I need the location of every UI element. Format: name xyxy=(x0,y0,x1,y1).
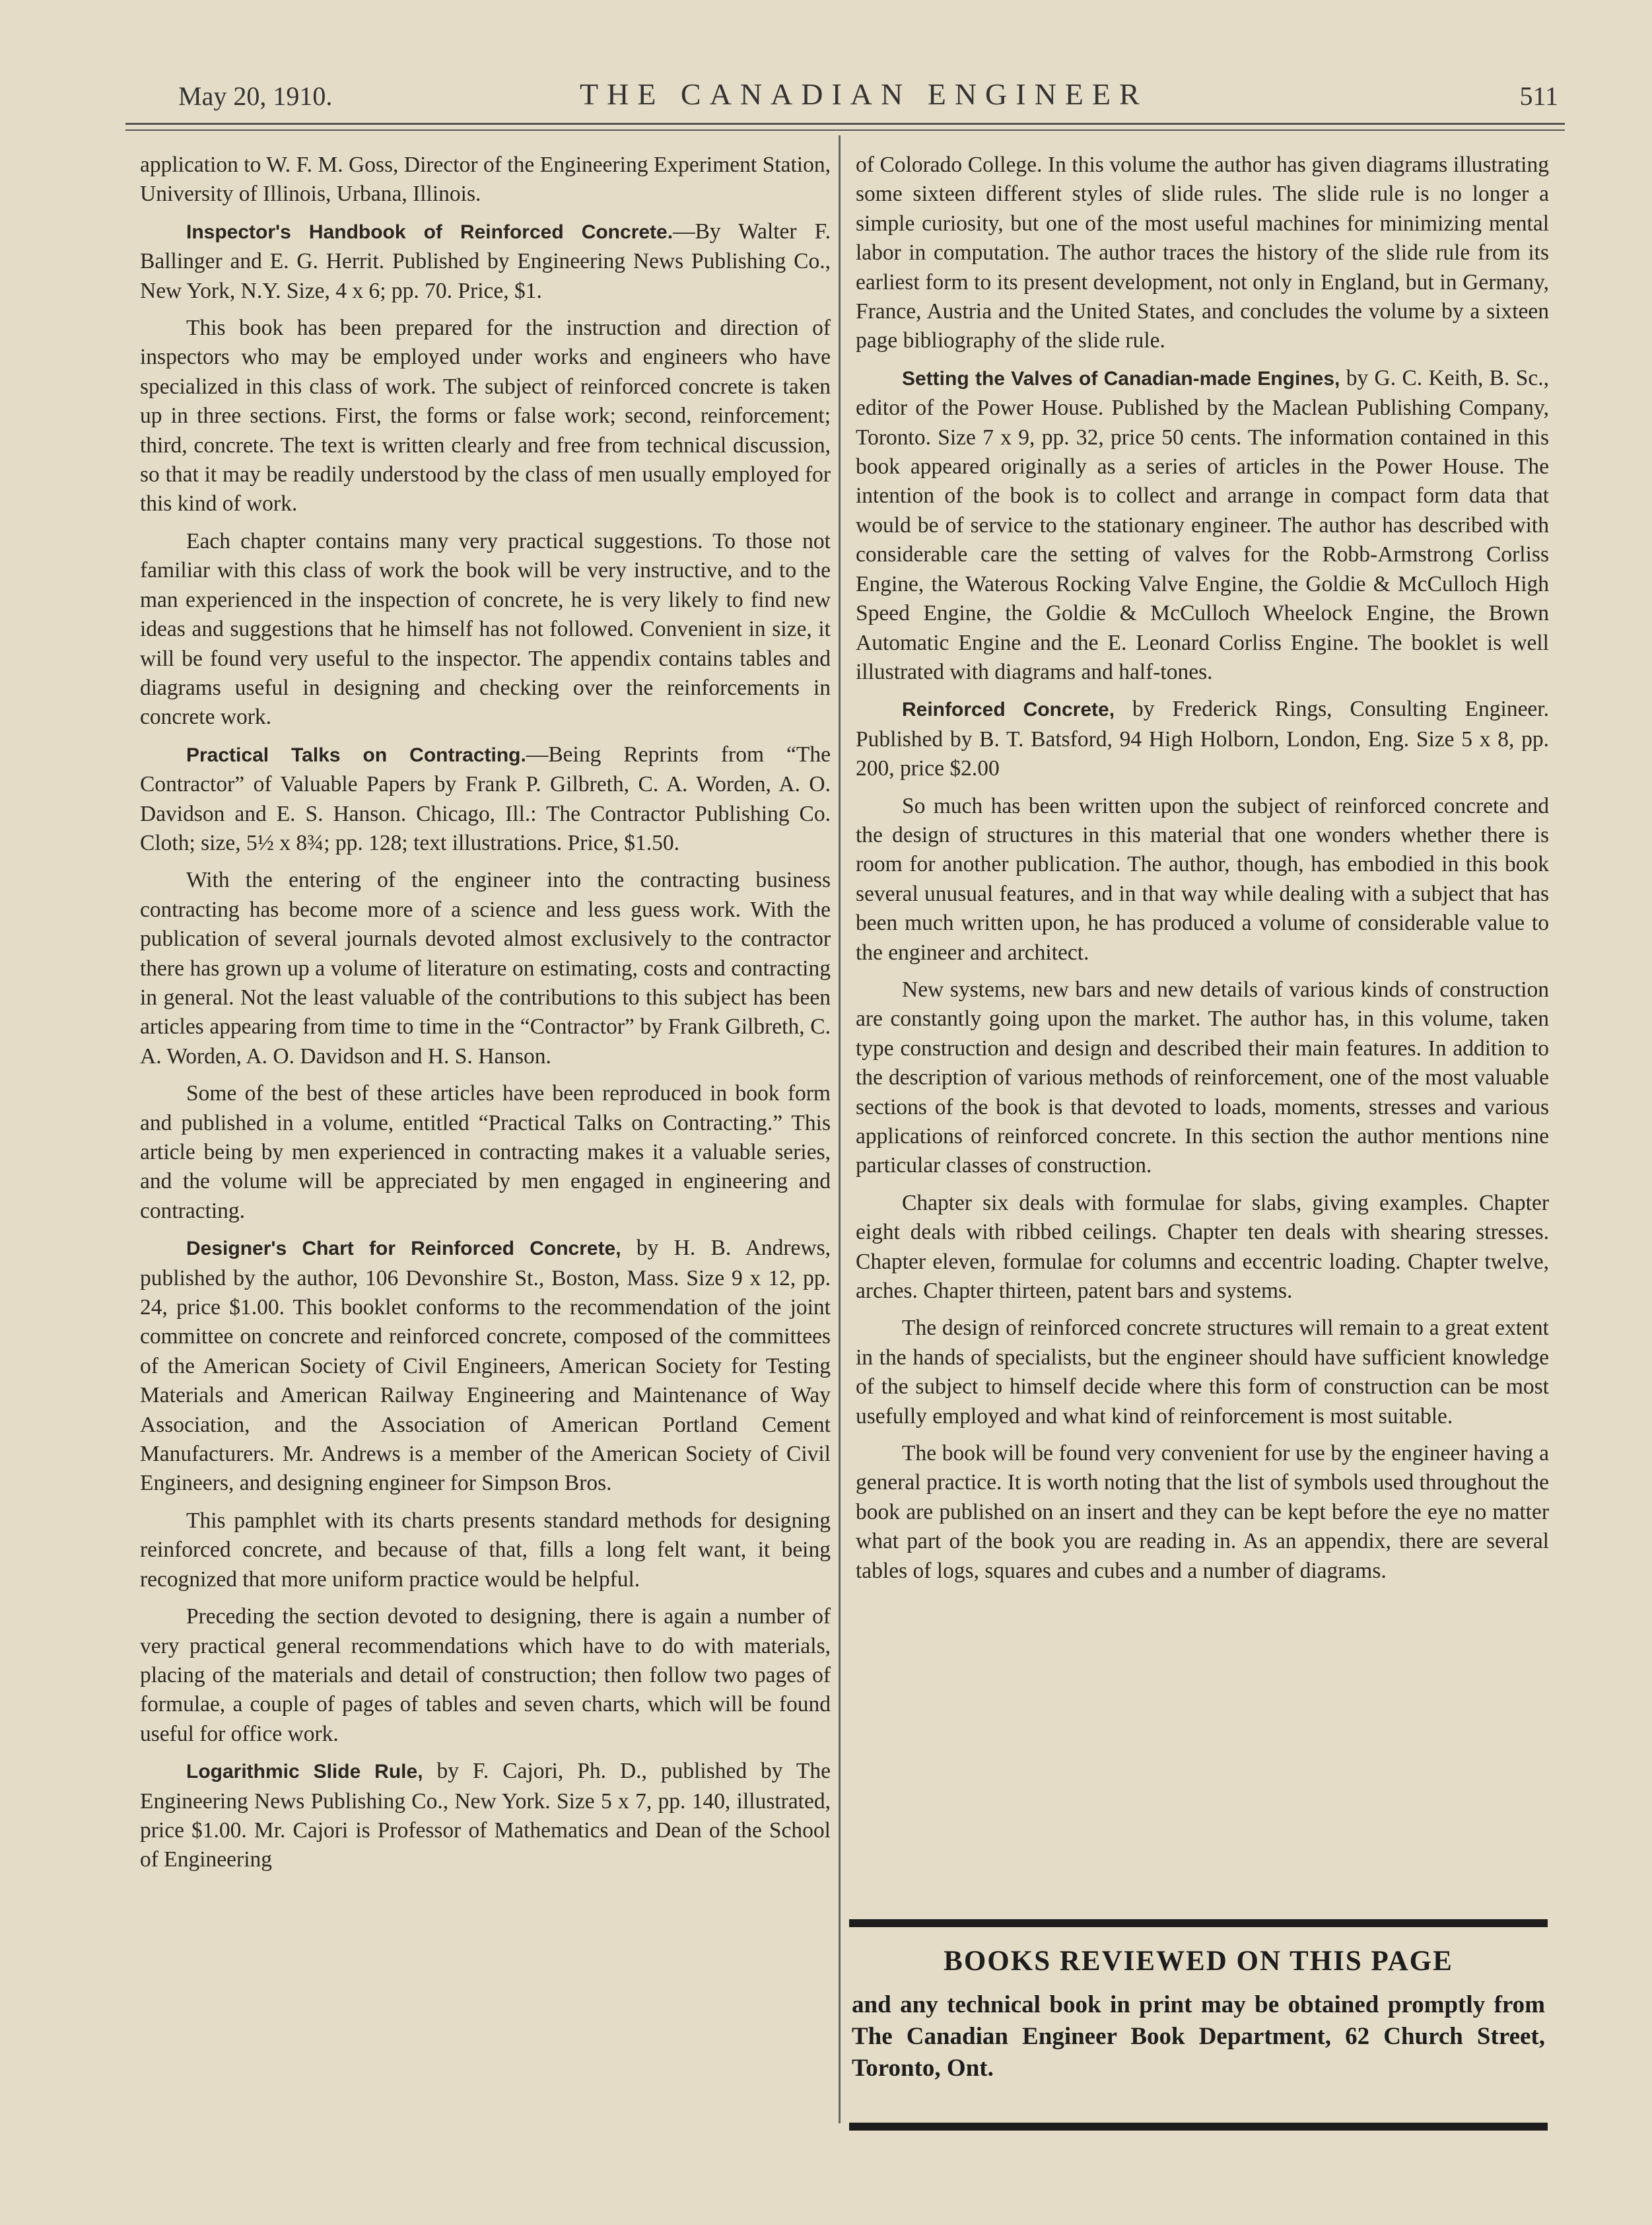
paragraph: The book will be found very convenient for use by the engineer having a general practice. It is worth noting that the list of symbols used throughout the book are published on an insert and they can be kept before the eye no matter what part of the book you are reading in. As an appendix, there are several tables of logs, squares and cubes and a number of diagrams. xyxy=(856,1441,1549,1583)
review-title: Inspector's Handbook of Reinforced Concrete. xyxy=(186,221,673,243)
review-entry xyxy=(140,217,831,306)
review-details: by Frederick Rings, Consulting Engineer. Published by B. T. Batsford, 94 High Holborn, London, Eng. Size 5 x 8, pp. 200, price $2.00 xyxy=(856,697,1549,781)
review-entry xyxy=(140,740,831,859)
review-entry xyxy=(140,1757,831,1875)
right-column xyxy=(856,151,1549,1594)
masthead: THE CANADIAN ENGINEER xyxy=(580,77,1148,111)
review-title: Setting the Valves of Canadian-made Engines, xyxy=(902,367,1340,390)
header-rule-top xyxy=(125,123,1565,125)
review-details: by G. C. Keith, B. Sc., editor of the Power House. Published by the Maclean Publishing Company, Toronto. Size 7 x 9, pp. 32, price 50 cents. The information contained in this book appeared originally as a series of articles in the Power House. The intention of the book is to collect and arrange in compact form data that would be of service to the stationary engineer. The author has described with considerable care the setting of valves for the Robb-Armstrong Corliss Engine, the Waterous Rocking Valve Engine, the Goldie & McCulloch High Speed Engine, the Goldie & McCulloch Wheelock Engine, the Brown Automatic Engine and the E. Leonard Corliss Engine. The booklet is well illustrated with diagrams and half-tones. xyxy=(856,365,1549,684)
notice-rule-bottom xyxy=(849,2123,1548,2131)
paragraph: With the entering of the engineer into the contracting business contracting has become more of a science and less guess work. With the publication of several journals devoted almost exclusively to the contractor there has grown up a volume of literature on estimating, costs and contracting in general. Not the least valuable of the contributions to this subject has been articles appearing from time to time in the “Contractor” by Frank Gilbreth, C. A. Worden, A. O. Davidson and H. S. Hanson. xyxy=(140,868,831,1069)
paragraph: New systems, new bars and new details of various kinds of construction are constantly going upon the market. The author has, in this volume, taken type construction and design and described their main features. In addition to the description of various methods of reinforcement, one of the most valuable sections of the book is that devoted to loads, moments, stresses and various applications of reinforced concrete. In this section the author mentions nine particular classes of construction. xyxy=(856,977,1549,1178)
notice-title: BOOKS REVIEWED ON THIS PAGE xyxy=(944,1946,1453,1977)
review-title: Logarithmic Slide Rule, xyxy=(186,1761,423,1783)
review-details: by F. Cajori, Ph. D., published by The Engineering News Publishing Co., New York. Size 5 x 7, pp. 140, illustrated, price $1.00. Mr. Cajori is Professor of Mathematics and Dean of the School of Engineering xyxy=(140,1759,831,1872)
notice-body: and any technical book in print may be obtained promptly from The Canadian Engineer Book Department, 62 Church Street, Toronto, Ont. xyxy=(852,1991,1545,2082)
review-title: Practical Talks on Contracting. xyxy=(186,744,526,766)
review-details: —By Walter F. Ballinger and E. G. Herrit. Published by Engineering News Publishing Co., New York, N.Y. Size, 4 x 6; pp. 70. Price, $1. xyxy=(140,219,831,303)
paragraph: Chapter six deals with formulae for slabs, giving examples. Chapter eight deals with ribbed ceilings. Chapter ten deals with shearing stresses. Chapter eleven, formulae for columns and eccentric loading. Chapter twelve, arches. Chapter thirteen, patent bars and systems. xyxy=(856,1190,1549,1304)
review-details: by H. B. Andrews, published by the author, 106 Devonshire St., Boston, Mass. Size 9 x 12, pp. 24, price $1.00. This booklet conforms to the recommendation of the joint committee on concrete and reinforced concrete, composed of the committees of the American Society of Civil Engineers, American Society for Testing Materials and American Railway Engineering and Maintenance of Way Association, and the Association of American Portland Cement Manufacturers. Mr. Andrews is a member of the American Society of Civil Engineers, and designing engineer for Simpson Bros. xyxy=(140,1236,831,1496)
paragraph: This pamphlet with its charts presents standard methods for designing reinforced concrete, and because of that, fills a long felt want, it being recognized that more uniform practice would be helpful. xyxy=(140,1508,831,1592)
notice-rule-top xyxy=(849,1919,1548,1927)
review-entry xyxy=(856,364,1549,687)
review-entry xyxy=(140,1234,831,1499)
paragraph: The design of reinforced concrete structures will remain to a great extent in the hands of specialists, but the engineer should have sufficient knowledge of the subject to himself decide where this form of construction can be most usefully employed and what kind of reinforcement is most suitable. xyxy=(856,1316,1549,1429)
header-rule-bottom xyxy=(125,129,1565,131)
paragraph: application to W. F. M. Goss, Director of the Engineering Experiment Station, University of Illinois, Urbana, Illinois. xyxy=(140,153,831,207)
review-title: Reinforced Concrete, xyxy=(902,699,1115,721)
paragraph: Each chapter contains many very practical suggestions. To those not familiar with this class of work the book will be very instructive, and to the man experienced in the inspection of concrete, he is very likely to find new ideas and suggestions that he himself has not followed. Convenient in size, it will be found very useful to the inspector. The appendix contains tables and diagrams useful in designing and checking over the reinforcements in concrete work. xyxy=(140,528,831,730)
paragraph: of Colorado College. In this volume the author has given diagrams illustrating some sixteen different styles of slide rules. The slide rule is no longer a simple curiosity, but one of the most useful machines for minimizing mental labor in computation. The author traces the history of the slide rule from its earliest form to its present development, not only in England, but in Germany, France, Austria and the United States, and concludes the volume by a sixteen page bibliography of the slide rule. xyxy=(856,153,1549,353)
review-title: Designer's Chart for Reinforced Concrete, xyxy=(186,1238,621,1260)
paragraph: This book has been prepared for the instruction and direction of inspectors who may be employed under works and engineers who have specialized in this class of work. The subject of reinforced concrete is taken up in three sections. First, the forms or false work; second, reinforcement; third, concrete. The text is written clearly and free from technical discussion, so that it may be readily understood by the class of men usually employed for this kind of work. xyxy=(140,316,831,516)
left-column xyxy=(140,151,831,1883)
paragraph: Some of the best of these articles have been reproduced in book form and published in a volume, entitled “Practical Talks on Contracting.” This article being by men experienced in contracting makes it a valuable series, and the volume will be appreciated by men engaged in engineering and contracting. xyxy=(140,1081,831,1223)
page-header xyxy=(165,74,1558,114)
issue-date: May 20, 1910. xyxy=(178,81,333,111)
review-details: —Being Reprints from “The Contractor” of Valuable Papers by Frank P. Gilbreth, C. A. Worden, A. O. Davidson and E. S. Hanson. Chicago, Ill.: The Contractor Publishing Co. Cloth; size, 5½ x 8¾; pp. 128; text illustrations. Price, $1.50. xyxy=(140,742,831,855)
paragraph: So much has been written upon the subject of reinforced concrete and the design of structures in this material that one wonders whether there is room for another publication. The author, though, has embodied in this book several unusual features, and in that way while dealing with a subject that has been much written upon, he has produced a volume of considerable value to the engineer and architect. xyxy=(856,793,1549,965)
review-entry xyxy=(856,695,1549,783)
column-divider xyxy=(839,135,841,2123)
page-number: 511 xyxy=(1519,81,1558,111)
paragraph: Preceding the section devoted to designing, there is again a number of very practical general recommendations which have to do with materials, placing of the materials and detail of construction; then follow two pages of formulae, a couple of pages of tables and seven charts, which will be found useful for office work. xyxy=(140,1604,831,1746)
